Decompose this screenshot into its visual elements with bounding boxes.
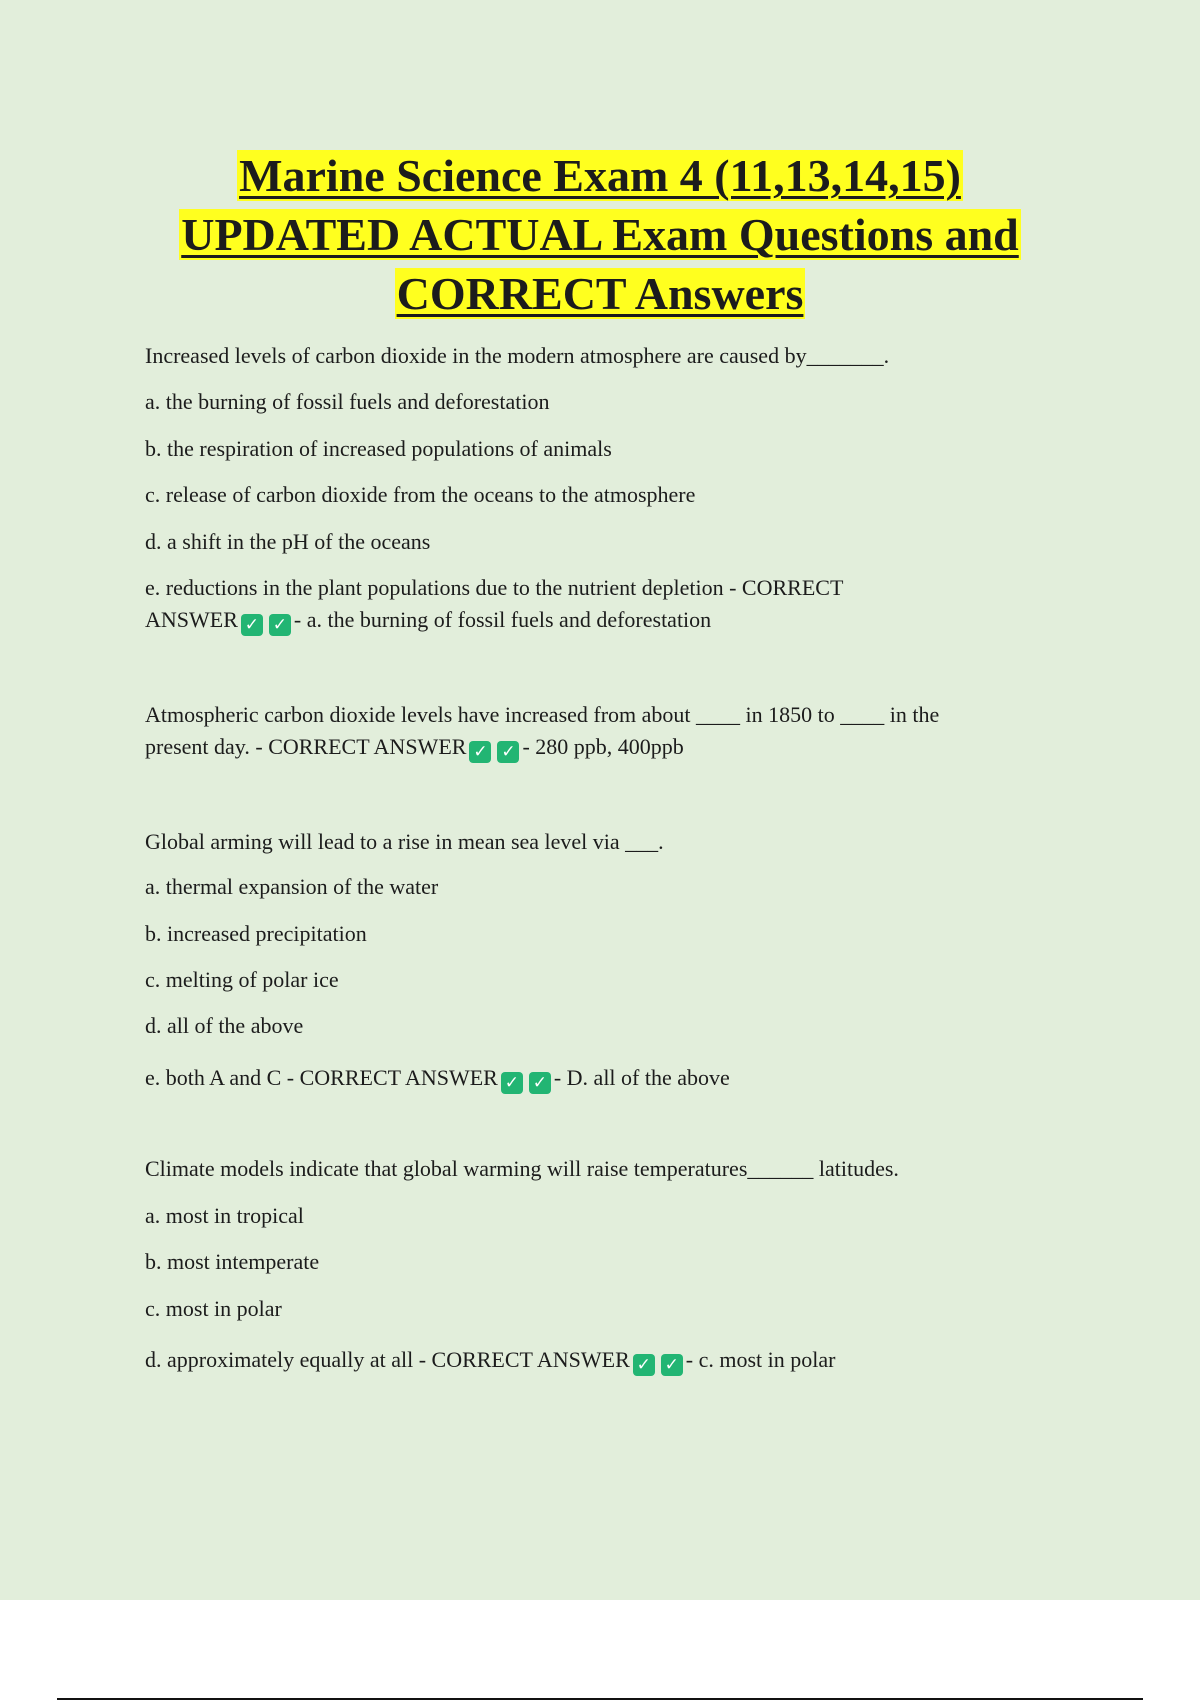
question-4-answer	[145, 1344, 835, 1376]
title-line-3: CORRECT Answers	[396, 268, 804, 319]
question-1-option-d: d. a shift in the pH of the oceans	[145, 529, 431, 554]
answer-label: e. both A and C - CORRECT ANSWER	[145, 1065, 498, 1090]
answer-label: d. approximately equally at all - CORRECT ANSWER	[145, 1347, 630, 1372]
question-1-answer	[145, 604, 711, 636]
check-mark-icon: ✓	[661, 1354, 683, 1376]
answer-text: - 280 ppb, 400ppb	[522, 734, 684, 759]
check-mark-icon: ✓	[269, 614, 291, 636]
answer-text: - a. the burning of fossil fuels and deforestation	[293, 607, 712, 632]
question-2-answer	[145, 731, 684, 763]
title-line-1: Marine Science Exam 4 (11,13,14,15)	[239, 150, 961, 201]
question-1-option-a: a. the burning of fossil fuels and deforestation	[145, 389, 550, 414]
question-3-option-d: d. all of the above	[145, 1013, 304, 1038]
question-4-option-b: b. most intemperate	[145, 1249, 320, 1274]
document-title	[100, 146, 1100, 323]
answer-text: - c. most in polar	[685, 1347, 836, 1372]
question-3-stem: Global arming will lead to a rise in mean sea level via ___.	[145, 829, 664, 854]
check-mark-icon: ✓	[469, 741, 491, 763]
question-3-option-a: a. thermal expansion of the water	[145, 874, 439, 899]
question-1-stem: Increased levels of carbon dioxide in the modern atmosphere are caused by_______.	[145, 343, 890, 368]
question-4-option-a: a. most in tropical	[145, 1203, 304, 1228]
check-mark-icon: ✓	[529, 1072, 551, 1094]
question-1-option-c: c. release of carbon dioxide from the oceans to the atmosphere	[145, 482, 696, 507]
question-4-option-c: c. most in polar	[145, 1296, 282, 1321]
check-mark-icon: ✓	[501, 1072, 523, 1094]
check-mark-icon: ✓	[633, 1354, 655, 1376]
question-2-stem: Atmospheric carbon dioxide levels have increased from about ____ in 1850 to ____ in the	[145, 702, 940, 727]
question-3-option-b: b. increased precipitation	[145, 921, 367, 946]
question-4-stem: Climate models indicate that global warming will raise temperatures______ latitudes.	[145, 1156, 899, 1181]
question-3-option-c: c. melting of polar ice	[145, 967, 339, 992]
question-1-option-b: b. the respiration of increased populations of animals	[145, 436, 612, 461]
check-mark-icon: ✓	[241, 614, 263, 636]
answer-label: ANSWER	[145, 607, 238, 632]
question-3-answer	[145, 1062, 730, 1094]
answer-label: present day. - CORRECT ANSWER	[145, 734, 467, 759]
question-1-option-e: e. reductions in the plant populations due to the nutrient depletion - CORRECT	[145, 575, 844, 600]
title-line-2: UPDATED ACTUAL Exam Questions and	[181, 209, 1019, 260]
check-mark-icon: ✓	[497, 741, 519, 763]
answer-text: - D. all of the above	[553, 1065, 730, 1090]
